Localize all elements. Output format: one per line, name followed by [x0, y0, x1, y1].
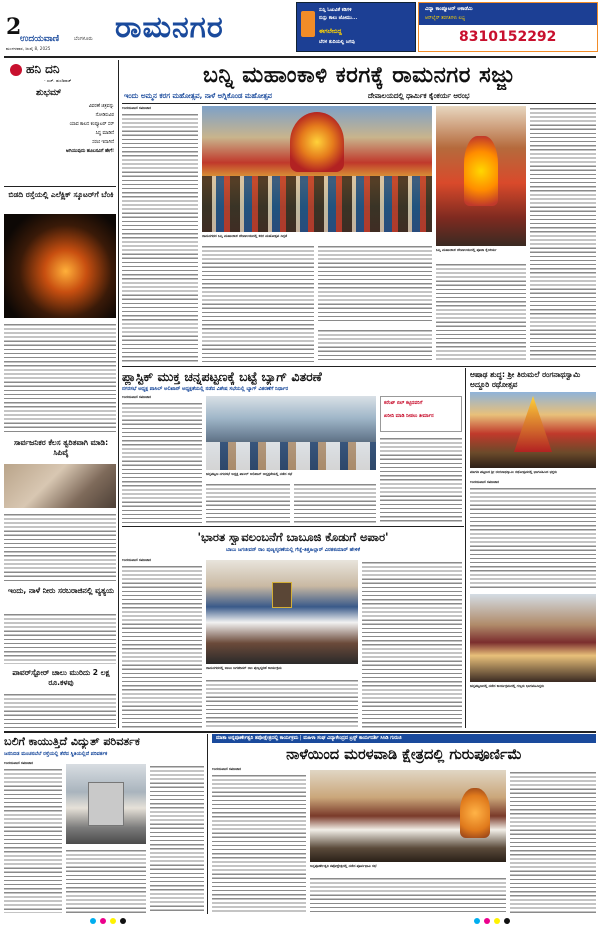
date-line: ಮಂಗಳವಾರ, ಜುಲೈ 8, 2025: [6, 46, 51, 51]
bullet-2: ಖರೀದಿ ಮಾಡಿ ನೀಡಲು ತೀರ್ಮಾನ: [384, 414, 434, 419]
guru-body-col1: [212, 773, 306, 913]
ad1-line1: ಸುಸ್ತಿ ಓಟುವಿಕೆ ಕಡಿಗಳಿ: [319, 8, 352, 13]
babuji-caption: ರಾಮನಗರದಲ್ಲಿ ಬಾಬು ಜಗಜೀವನ್ ರಾಂ ಪುಣ್ಯಸ್ಮರಣೆ ಕಾರ್ಯಕ್ರಮ: [206, 666, 282, 670]
paper-name: ಉದಯವಾಣಿ: [20, 34, 60, 44]
guru-banner: ಮಾತಾ ಅನ್ನಪೂರ್ಣೇಶ್ವರಿ ತಪೋಕ್ಷೇತ್ರದಲ್ಲಿ ಕಾರ್ಯಕ್ರಮ | ಮಹಿಳಾ ಸಂಘ ವಿದ್ಯಾಕೇಂದ್ರದ ಟ್ರಸ್ಟ್ ಕಾರ್ಯದರ್ಶಿ ಸಿಸಿಡಿ ಗುರುಜಿ: [212, 734, 596, 743]
poem-line: ಸರಣಿ ಇದಾಗಿದೆ: [92, 140, 114, 145]
babuji-body-col3: [206, 678, 358, 728]
transformer-box: [88, 782, 124, 826]
guru-body-col3: [510, 770, 596, 913]
transformer-body-col1: [4, 767, 62, 913]
edition-label: ಬೆಂಗಳೂರು: [74, 36, 93, 42]
ratha-photo: [470, 392, 596, 468]
poem-line: ನೋಡಿರುವಿರ: [95, 113, 114, 118]
crowd: [202, 176, 432, 232]
lead-subhead-left: ಇಂದು ಅಮ್ಮನ ಕರಗ ಮಹೋತ್ಸವ, ನಾಳೆ ಅಗ್ನಿಕೊಂಡ ಮಹೋತ್ಸವ: [124, 92, 273, 100]
guru-byline: ಉದಯವಾಣಿ ಸಮಾಚಾರ: [212, 767, 242, 771]
story1-body: [4, 322, 116, 434]
poem-title: ಶುಭಮ್: [36, 88, 62, 98]
sidebar: [4, 60, 116, 728]
lead-photo-caption: ರಾಮನಗರದ ಬನ್ನಿ ಮಹಾಂಕಾಳಿ ದೇವಾಲಯದಲ್ಲಿ ಕರಗ ಮಹೋತ್ಸವ ಸಿದ್ಧತೆ: [202, 234, 288, 238]
karaga-figure: [290, 112, 344, 172]
guru-seated-figure: [460, 788, 490, 838]
babuji-body-col1: [122, 564, 202, 728]
babuji-body-col2: [362, 560, 462, 728]
ad1-line2: ನುಸ್ತು ಕಾಲು ಜೋಮು...: [319, 16, 358, 21]
lead-body-col5: [436, 262, 526, 362]
plastic-caption: ಚನ್ನಪಟ್ಟಣ ನಗರಸಭೆ ಅಧ್ಯಕ್ಷ ಪಾಸಿಲ್ ಅಲಿಖಾನ್ ಅಧ್ಯಕ್ಷತೆಯಲ್ಲಿ ನಡೆದ ಸಭೆ: [206, 472, 293, 476]
babuji-subhead: ಬಾಬು ಜಗಜೀವನ್ ರಾಂ ಪುಣ್ಯಸ್ಮರಣೆಯಲ್ಲಿ ಗೆಜ್ಜೆ-ತಿತ್ತಹಿಲ್ಲಾರ್ ವಿರತಕುಮಾರ್ ಹೇಳಿಕೆ: [226, 547, 360, 553]
story3-headline: ಇಂದು, ನಾಳೆ ನೀರು ಸರಬರಾಜಿನಲ್ಲಿ ವ್ಯತ್ಯಯ: [8, 586, 114, 595]
transformer-photo: [66, 764, 146, 844]
honeydani-box: [4, 60, 116, 184]
story3-body: [4, 612, 116, 664]
plastic-body-col2: [206, 482, 290, 524]
guru-body-col2: [310, 876, 506, 913]
bullet-1: ಕರೆಂಟ್ ಬಿಲ್ ಕಟ್ಟಿದವರಿಗೆ: [384, 401, 423, 406]
ad2-line2: ಆನ್‌ಲೈನ್ ತರಗತಿಗಳು ಲಭ್ಯ: [425, 16, 466, 21]
plastic-body-col1: [122, 401, 202, 523]
babuji-headline: 'ಭಾರತ ಸ್ವಾವಲಂಬನೆಗೆ ಬಾಬೂಜಿ ಕೊಡುಗೆ ಅಪಾರ': [197, 530, 389, 544]
honeydani-author: - ಎಚ್. ಡುಂಡಿರಾಜ್: [44, 78, 72, 83]
transformer-body-col2: [66, 848, 146, 913]
story1-headline: ಬಿಡದಿ ರಸ್ತೆಯಲ್ಲಿ ಎಲೆಕ್ಟ್ರಿಕ್ ಸ್ಕೂಟರ್‌ಗೆ ಬೆಂಕಿ: [8, 190, 114, 199]
group-photo-right: [470, 594, 596, 682]
plastic-bullets: [380, 396, 462, 432]
lead-subhead-right: ದೇವಾಲಯದಲ್ಲಿ ಧಾರ್ಮಿಕ ಕೈಂಕರ್ಯ ಆರಂಭ: [368, 92, 470, 100]
temple-photo: [436, 106, 526, 246]
chariot: [514, 396, 552, 452]
portrait-frame: [272, 582, 292, 608]
transformer-byline: ಉದಯವಾಣಿ ಸಮಾಚಾರ: [4, 761, 34, 765]
poem-line: ವಿವರಣೆ ಚಿತ್ರವನ್ನು: [88, 104, 114, 109]
plastic-body-col3: [294, 482, 376, 524]
ad2-phone[interactable]: 8310152292: [459, 29, 557, 45]
lead-body-col4: [530, 106, 596, 362]
lead-body-col3: [318, 244, 432, 324]
guru-headline: ನಾಳೆಯಿಂದ ಮರಳವಾಡಿ ಕ್ಷೇತ್ರದಲ್ಲಿ ಗುರುಪೂರ್ಣಿಮೆ: [286, 747, 522, 763]
guru-photo: [310, 770, 506, 862]
lead-headline: ಬನ್ನಿ ಮಹಾಂಕಾಳಿ ಕರಗಕ್ಕೆ ರಾಮನಗರ ಸಜ್ಜು: [203, 63, 515, 88]
lead-photo: [202, 106, 432, 232]
ad1-line4: ಬೆರಳ ತುದಿಯಲ್ಲಿ ಜಗವು: [319, 40, 356, 45]
ad2-line1: ವಿದ್ಯಾ ಕಾಂಪ್ಯೂಟರ್ ಅಕಾಡೆಮಿ: [425, 6, 473, 12]
plastic-subhead: ನಗರಸಭೆ ಅಧ್ಯಕ್ಷ ಪಾಸಿಲ್ ಅಲಿಖಾನ್ ಅಧ್ಯಕ್ಷತೆಯಲ್ಲಿ ನಡೆದ ವಿಶೇಷ ಸಭೆಯಲ್ಲಿ ಬ್ಯಾಗ್ ವಿತರಣೆಗೆ ನಿರ್ಧಾರ: [122, 386, 289, 392]
transformer-body-col3: [150, 764, 204, 913]
guru-caption: ಅನ್ನಪೂರ್ಣೇಶ್ವರಿ ತಪೋಕ್ಷೇತ್ರದಲ್ಲಿ ನಡೆದ ಪೂರ್ವಭಾವಿ ಸಭೆ: [310, 864, 377, 868]
plastic-body-col4: [380, 436, 462, 524]
poem-lines: [26, 102, 114, 156]
ashada-byline: ಉದಯವಾಣಿ ಸಮಾಚಾರ: [470, 480, 500, 484]
babuji-byline: ಉದಯವಾಣಿ ಸಮಾಚಾರ: [122, 558, 152, 562]
lead-body-col2: [202, 244, 314, 362]
lead-byline: ಉದಯವಾಣಿ ಸಮಾಚಾರ: [122, 106, 152, 110]
babuji-photo: [206, 560, 358, 664]
poem-line: ಸಿದ್ಧ ಮಾಡಿದೆ: [95, 131, 114, 136]
honeydani-title: ಹನಿ ದನಿ: [26, 62, 60, 76]
meeting-table: [206, 442, 376, 470]
plastic-headline: ಪ್ಲಾಸ್ಟಿಕ್ ಮುಕ್ತ ಚನ್ನಪಟ್ಟಣಕ್ಕೆ ಬಟ್ಟೆ ಬ್ಯಾಗ್ ವಿತರಣೆ: [122, 369, 322, 384]
goddess-idol: [464, 136, 498, 206]
poem-line: ಅಗಿಯುವುದು ಹೂಬನವಿಗೆ ಹೇಗೆ!: [66, 149, 114, 154]
ad-ayurveda[interactable]: [296, 2, 416, 52]
story4-headline: ಪಾವರ್‌ಸ್ಟೋರ್ ಚಾಲು ಮುರಿದು 2 ಲಕ್ಷ ರೂ.ಕಳವು: [12, 668, 110, 687]
story4-body: [4, 692, 116, 728]
ratha-caption: ಮಾಗಡಿ ಪಟ್ಟಣದ ಶ್ರೀ ರಂಗನಾಥಸ್ವಾಮಿ ರಥೋತ್ಸವದಲ್ಲಿ ಭಾಗವಹಿಸಿದ ಭಕ್ತರು: [470, 470, 558, 474]
story2-body: [4, 512, 116, 582]
lead-body-col1: [122, 112, 198, 362]
ad-phone-icon: [301, 11, 315, 37]
honeydani-logo-icon: [10, 64, 22, 76]
group-photo-caption: ಚನ್ನಪಟ್ಟಣದಲ್ಲಿ ನಡೆದ ಕಾರ್ಯಕ್ರಮದಲ್ಲಿ ಗಣ್ಯರು ಭಾಗವಹಿಸಿದ್ದರು: [470, 684, 545, 688]
section-title: ರಾಮನಗರ: [115, 10, 224, 45]
ashada-headline: ಆಷಾಢ ಶುದ್ಧ: ಶ್ರೀ ತಿರುಮಲೆ ರಂಗನಾಥಸ್ವಾಮಿ ಅದ್ದೂರಿ ರಥೋತ್ಸವ: [470, 370, 581, 389]
transformer-subhead: ಜನನಿಬಿಡ ಮಂಚನಬೆಲೆ ರಸ್ತೆಯಲ್ಲಿ ತೆರೆದ ಸ್ಥಿತಿಯಲ್ಲಿದೆ ಪರಿವರ್ತಕ: [4, 751, 108, 757]
lead-body-col6: [318, 328, 432, 362]
plastic-byline: ಉದಯವಾಣಿ ಸಮಾಚಾರ: [122, 395, 152, 399]
registration-marks: [90, 916, 510, 926]
page-number: 2: [6, 14, 22, 40]
ad-computer-academy[interactable]: [418, 2, 598, 52]
meeting-photo-sidebar: [4, 464, 116, 508]
story2-headline: ಸಾರ್ವಜನಿಕರ ಕೆಲಸ ತ್ವರಿತವಾಗಿ ಮಾಡಿ: ಸಿಪಿವೈ: [13, 438, 109, 457]
ashada-body: [470, 486, 596, 588]
ad1-line3: ಈಗಲೇಬಿದ್ದ: [319, 28, 342, 35]
plastic-meeting-photo: [206, 396, 376, 470]
poem-line: ಯಾವ ಕಾಲದ ಕಂಪ್ಯೂಟರ್ ಸರ್: [69, 122, 114, 127]
temple-caption: ಬನ್ನಿ ಮಹಾಂಕಾಳಿ ದೇವಾಲಯದಲ್ಲಿ ಪೂಜಾ ಕೈಂಕರ್ಯ: [436, 248, 497, 252]
fire-photo: [4, 214, 116, 318]
masthead: [0, 0, 600, 54]
transformer-headline: ಬಲಿಗೆ ಕಾಯುತ್ತಿದೆ ವಿದ್ಯುತ್ ಪರಿವರ್ತಕ: [4, 735, 140, 748]
